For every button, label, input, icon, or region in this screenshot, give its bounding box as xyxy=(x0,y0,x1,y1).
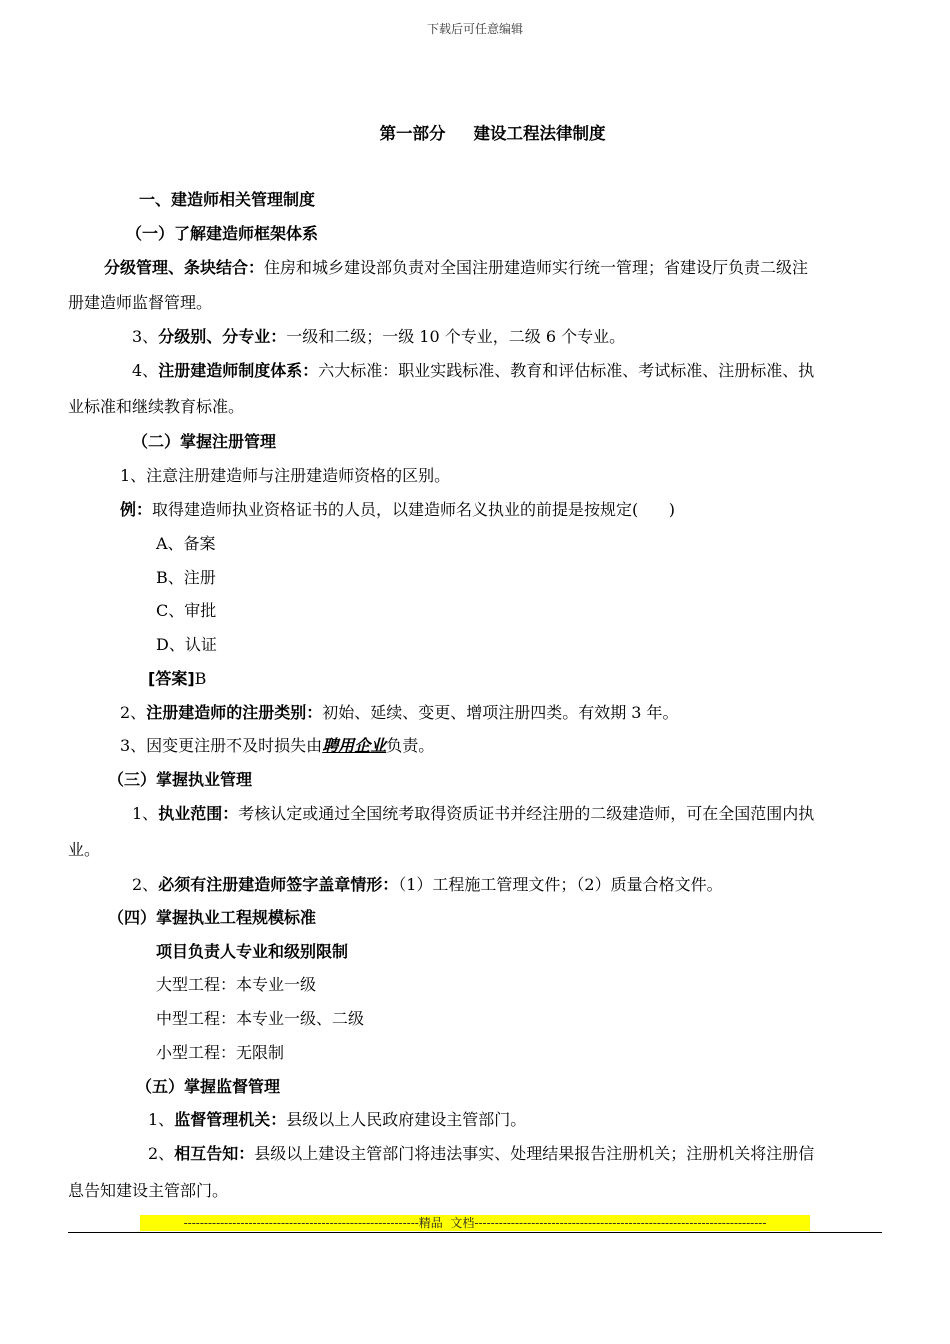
paragraph-text: 初始、延续、变更、增项注册四类。有效期 3 年。 xyxy=(322,703,679,722)
option-c: C、审批 xyxy=(156,601,217,620)
section-heading-1: 一、建造师相关管理制度 xyxy=(139,190,316,209)
paragraph-text: 县级以上人民政府建设主管部门。 xyxy=(286,1110,527,1129)
paragraph-levels xyxy=(132,327,625,347)
registration-item-1: 1、注意注册建造师与注册建造师资格的区别。 xyxy=(120,466,451,485)
scale-small: 小型工程：无限制 xyxy=(156,1043,285,1062)
scale-medium: 中型工程：本专业一级、二级 xyxy=(156,1009,365,1028)
term-label: 分级别、分专业： xyxy=(158,327,287,346)
practice-scope-line2: 业。 xyxy=(68,840,101,859)
subsection-heading-practice: （三）掌握执业管理 xyxy=(108,770,253,789)
answer-label: [答案] xyxy=(148,669,195,688)
footer-divider xyxy=(68,1232,882,1233)
paragraph-grading-line1 xyxy=(104,258,808,278)
term-label: 执业范围： xyxy=(158,804,239,823)
paragraph-system-line2: 业标准和继续教育标准。 xyxy=(68,397,245,416)
page-header-note: 下载后可任意编辑 xyxy=(426,22,523,36)
paragraph-text: 住房和城乡建设部负责对全国注册建造师实行统一管理；省建设厅负责二级注 xyxy=(264,258,809,277)
item-number: 2、 xyxy=(120,703,147,722)
practice-scope-line1 xyxy=(132,804,814,824)
supervision-notice-line1 xyxy=(148,1144,814,1164)
emphasis-text: 聘用企业 xyxy=(322,736,387,755)
term-label: 必须有注册建造师签字盖章情形： xyxy=(158,875,399,894)
supervision-notice-line2: 息告知建设主管部门。 xyxy=(68,1181,229,1200)
part-title-label: 第一部分 xyxy=(379,124,446,143)
scale-label: 项目负责人专业和级别限制 xyxy=(156,942,349,961)
answer-value: B xyxy=(194,669,207,688)
answer-line xyxy=(148,669,206,689)
term-label: 注册建造师的注册类别： xyxy=(146,703,323,722)
example-label: 例： xyxy=(120,500,153,519)
paragraph-text: 一级和二级；一级 10 个专业，二级 6 个专业。 xyxy=(286,327,626,346)
item-number: 1、 xyxy=(148,1110,175,1129)
option-d: D、认证 xyxy=(156,635,217,654)
subsection-heading-framework: （一）了解建造师框架体系 xyxy=(126,224,319,243)
paragraph-text: （1）工程施工管理文件；（2）质量合格文件。 xyxy=(398,875,723,894)
footer-dashes-left: ---------------------------------------------------------- xyxy=(183,1216,419,1230)
practice-signature xyxy=(132,875,723,895)
option-a: A、备案 xyxy=(156,534,216,553)
subsection-heading-scale: （四）掌握执业工程规模标准 xyxy=(108,908,317,927)
footer-dashes-right: ------------------------------------------------------------------------ xyxy=(474,1216,767,1230)
item-number: 4、 xyxy=(132,361,159,380)
item-number: 2、 xyxy=(132,875,159,894)
paragraph-text: 考核认定或通过全国统考取得资质证书并经注册的二级建造师，可在全国范围内执 xyxy=(238,804,815,823)
registration-item-2 xyxy=(120,703,679,723)
term-label: 注册建造师制度体系： xyxy=(158,361,319,380)
option-b: B、注册 xyxy=(156,568,216,587)
example-question xyxy=(120,500,675,520)
footer-banner xyxy=(140,1215,810,1231)
subsection-heading-supervision: （五）掌握监督管理 xyxy=(136,1077,281,1096)
item-number: 3、 xyxy=(132,327,159,346)
paragraph-text: 六大标准：职业实践标准、教育和评估标准、考试标准、注册标准、执 xyxy=(318,361,815,380)
item-number: 1、 xyxy=(132,804,159,823)
paragraph-text: 3、因变更注册不及时损失由 xyxy=(120,736,323,755)
scale-large: 大型工程：本专业一级 xyxy=(156,975,317,994)
paragraph-text-tail: 负责。 xyxy=(386,736,435,755)
part-title-subtitle: 建设工程法律制度 xyxy=(473,124,606,143)
term-label: 相互告知： xyxy=(174,1144,255,1163)
paragraph-grading-line2: 册建造师监督管理。 xyxy=(68,293,213,312)
subsection-heading-registration: （二）掌握注册管理 xyxy=(132,432,277,451)
item-number: 2、 xyxy=(148,1144,175,1163)
supervision-authority xyxy=(148,1110,526,1130)
example-text: 取得建造师执业资格证书的人员，以建造师名义执业的前提是按规定( ) xyxy=(152,500,676,519)
term-label: 分级管理、条块结合： xyxy=(104,258,265,277)
paragraph-system-line1 xyxy=(132,361,814,381)
registration-item-3 xyxy=(120,736,434,756)
part-title xyxy=(0,120,950,144)
paragraph-text: 县级以上建设主管部门将违法事实、处理结果报告注册机关；注册机关将注册信 xyxy=(254,1144,815,1163)
footer-label: 精品 文档 xyxy=(418,1216,475,1230)
term-label: 监督管理机关： xyxy=(174,1110,287,1129)
